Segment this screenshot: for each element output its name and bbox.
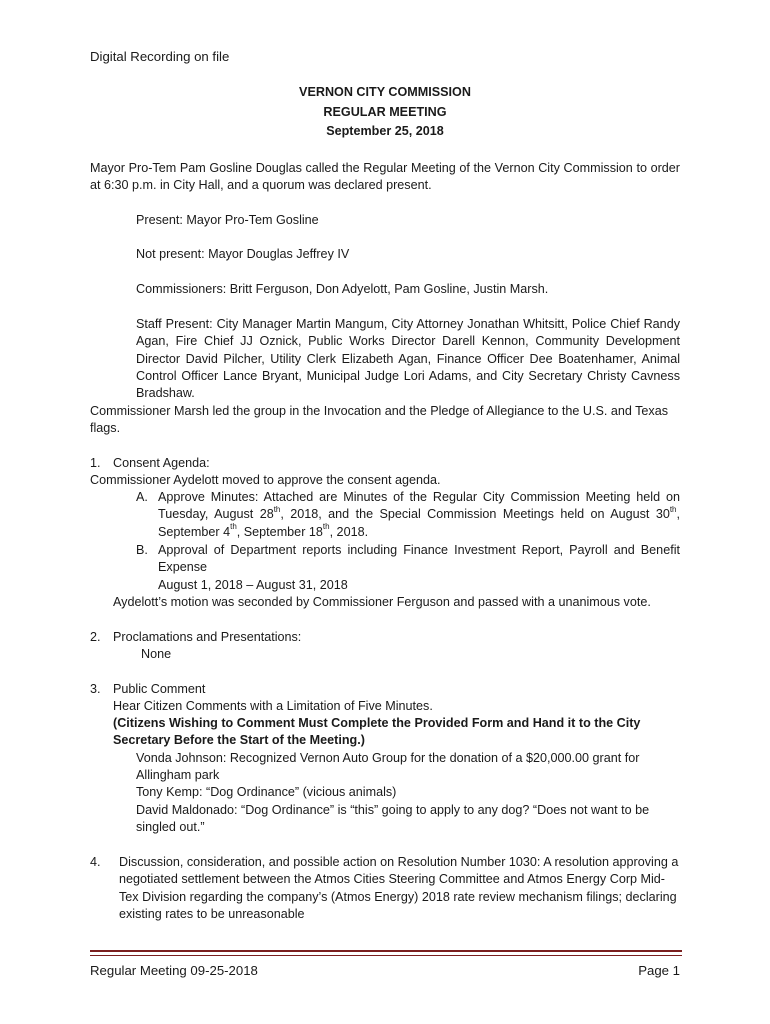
item-1-motion: Commissioner Aydelott moved to approve the consent agenda. [90,473,441,487]
footer-rule-thin [90,955,682,956]
item-4-number: 4. [90,855,101,869]
commissioners-line: Commissioners: Britt Ferguson, Don Adyelott, Pam Gosline, Justin Marsh. [136,282,549,296]
item-2-value: None [141,647,172,661]
footer-rule-thick [90,950,682,952]
footer-meeting-label: Regular Meeting 09-25-2018 [90,963,258,978]
present-line: Present: Mayor Pro-Tem Gosline [136,213,319,227]
item-3-subheading: Hear Citizen Comments with a Limitation of Five Minutes. [113,699,433,713]
public-comment-1: Vonda Johnson: Recognized Vernon Auto Group for the donation of a $20,000.00 grant for Allingham park [136,751,640,783]
item-1a-text: Approve Minutes: Attached are Minutes of the Regular City Commission Meeting held on Tuesday, August 28th, 2018, and the Special Commission Meetings held on August 30th, September 4th, September 18th, 2018. [158,490,680,539]
public-comment-2: Tony Kemp: “Dog Ordinance” (vicious animals) [136,785,397,799]
item-3-number: 3. [90,682,101,696]
item-2-number: 2. [90,630,101,644]
intro-paragraph: Mayor Pro-Tem Pam Gosline Douglas called the Regular Meeting of the Vernon City Commission to order at 6:30 p.m. in City Hall, and a quorum was declared present. [90,161,680,193]
recording-note: Digital Recording on file [90,49,230,64]
title-meeting-type: REGULAR MEETING [323,105,447,119]
item-1b-dates: August 1, 2018 – August 31, 2018 [158,578,348,592]
footer-page-number: Page 1 [638,963,680,978]
staff-present-paragraph: Staff Present: City Manager Martin Mangum, City Attorney Jonathan Whitsitt, Police Chief Randy Agan, Fire Chief JJ Oznick, Public Works Director Darell Kennon, Community Development Director David Pilcher, Utility Clerk Elizabeth Agan, Finance Officer Dee Boatenhamer, Animal Control Officer Lance Bryant, Municipal Judge Lori Adams, and City Secretary Christy Cavness Bradshaw. [136,317,680,401]
item-4-text: Discussion, consideration, and possible action on Resolution Number 1030: A resolution approving a negotiated settlement between the Atmos Cities Steering Committee and Atmos Energy Corp Mid-Tex Division regarding the company’s (Atmos Energy) 2018 rate review mechanism filings; declaring existing rates to be unreasonable [119,855,679,921]
item-2-heading: Proclamations and Presentations: [113,630,302,644]
item-1b-text: Approval of Department reports including Finance Investment Report, Payroll and Benefit Expense [158,543,680,575]
item-1a-letter: A. [136,490,148,504]
item-1-second: Aydelott’s motion was seconded by Commissioner Ferguson and passed with a unanimous vote. [113,595,651,609]
item-1b-letter: B. [136,543,148,557]
invocation-paragraph: Commissioner Marsh led the group in the Invocation and the Pledge of Allegiance to the U.S. and Texas flags. [90,404,669,436]
title-date: September 25, 2018 [326,124,444,138]
item-1-heading: Consent Agenda: [113,456,210,470]
public-comment-3: David Maldonado: “Dog Ordinance” is “this” going to apply to any dog? “Does not want to be singled out.” [136,803,650,835]
item-3-heading: Public Comment [113,682,206,696]
title-commission: VERNON CITY COMMISSION [299,85,471,99]
item-1-number: 1. [90,456,101,470]
item-3-bold-note: (Citizens Wishing to Comment Must Complete the Provided Form and Hand it to the City Secretary Before the Start of the Meeting.) [113,716,641,748]
not-present-line: Not present: Mayor Douglas Jeffrey IV [136,247,350,261]
